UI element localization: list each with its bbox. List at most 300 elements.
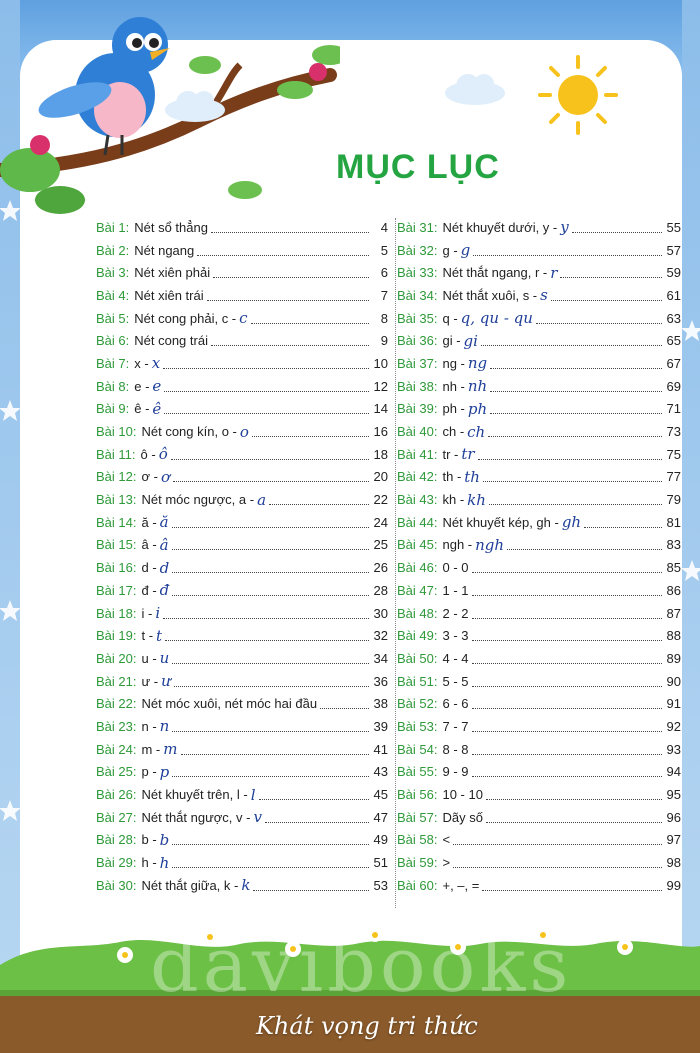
page-number: 38 xyxy=(373,696,388,712)
page-number: 89 xyxy=(666,650,681,666)
dot-leader xyxy=(536,313,662,324)
page-number: 47 xyxy=(373,809,388,825)
dot-leader xyxy=(572,222,662,233)
lesson-label: Bài 42: xyxy=(397,469,438,485)
lesson-title: Nét móc xuôi, nét móc hai đầu xyxy=(141,696,318,712)
lesson-label: Bài 8: xyxy=(96,378,130,394)
toc-entry xyxy=(397,284,681,307)
lesson-cursive: â xyxy=(159,535,169,554)
page-number: 95 xyxy=(666,787,681,803)
lesson-label: Bài 28: xyxy=(96,832,137,848)
page-number: 81 xyxy=(666,514,681,530)
lesson-title: 8 - 8 xyxy=(442,741,469,757)
page-number: 22 xyxy=(373,492,388,508)
toc-entry xyxy=(397,647,681,670)
lesson-cursive: ă xyxy=(159,513,169,532)
toc-entry xyxy=(96,624,388,647)
lesson-label: Bài 50: xyxy=(397,650,438,666)
page-number: 10 xyxy=(373,355,388,371)
lesson-title: Nét khuyết trên, l - xyxy=(141,787,248,803)
lesson-title: Nét xiên phải xyxy=(134,265,211,281)
watermark: davibooks xyxy=(150,920,573,1009)
dot-leader xyxy=(472,608,663,619)
lesson-cursive: gi xyxy=(463,331,478,350)
lesson-label: Bài 19: xyxy=(96,628,137,644)
lesson-label: Bài 55: xyxy=(397,764,438,780)
lesson-label: Bài 34: xyxy=(397,287,438,303)
dot-leader xyxy=(207,290,369,301)
lesson-label: Bài 14: xyxy=(96,514,137,530)
lesson-cursive: ph xyxy=(467,399,488,418)
toc-entry xyxy=(96,738,388,761)
dot-leader xyxy=(473,245,662,256)
page-number: 25 xyxy=(373,537,388,553)
dot-leader xyxy=(163,608,369,619)
page-number: 51 xyxy=(373,855,388,871)
page-number: 69 xyxy=(666,378,681,394)
lesson-title: đ - xyxy=(141,582,157,598)
page-number: 4 xyxy=(380,219,388,235)
lesson-label: Bài 22: xyxy=(96,696,137,712)
slogan: Khát vọng tri thức xyxy=(256,1012,478,1040)
toc-entry xyxy=(96,556,388,579)
toc-entry xyxy=(96,420,388,443)
lesson-label: Bài 9: xyxy=(96,401,130,417)
lesson-title: ă - xyxy=(141,514,157,530)
dot-leader xyxy=(478,449,662,460)
toc-entry xyxy=(397,261,681,284)
toc-entry xyxy=(96,284,388,307)
dot-leader xyxy=(472,562,663,573)
toc-entry xyxy=(96,829,388,852)
dot-leader xyxy=(472,744,663,755)
lesson-label: Bài 33: xyxy=(397,265,438,281)
toc-entry xyxy=(96,466,388,489)
lesson-label: Bài 25: xyxy=(96,764,137,780)
lesson-title: ô - xyxy=(140,446,156,462)
page-number: 49 xyxy=(373,832,388,848)
page-number: 20 xyxy=(373,469,388,485)
lesson-label: Bài 46: xyxy=(397,560,438,576)
lesson-cursive: r xyxy=(550,263,558,282)
page-number: 45 xyxy=(373,787,388,803)
lesson-label: Bài 59: xyxy=(397,855,438,871)
lesson-title: +, –, = xyxy=(442,877,480,893)
lesson-title: 2 - 2 xyxy=(442,605,469,621)
toc-entry xyxy=(397,398,681,421)
toc-entry xyxy=(96,352,388,375)
toc-entry xyxy=(96,715,388,738)
dot-leader xyxy=(507,539,662,550)
lesson-label: Bài 7: xyxy=(96,355,130,371)
page-number: 90 xyxy=(666,673,681,689)
lesson-title: p - xyxy=(141,764,157,780)
page-number: 85 xyxy=(666,560,681,576)
sun-icon xyxy=(538,55,618,135)
lesson-title: â - xyxy=(141,537,157,553)
page-number: 6 xyxy=(380,265,388,281)
lesson-label: Bài 57: xyxy=(397,809,438,825)
page-number: 91 xyxy=(666,696,681,712)
lesson-title: ng - xyxy=(442,355,465,371)
lesson-label: Bài 21: xyxy=(96,673,137,689)
lesson-label: Bài 24: xyxy=(96,741,137,757)
page-number: 97 xyxy=(666,832,681,848)
lesson-cursive: d xyxy=(159,558,170,577)
page-number: 83 xyxy=(666,537,681,553)
lesson-label: Bài 31: xyxy=(397,219,438,235)
lesson-cursive: a xyxy=(257,490,267,509)
lesson-cursive: k xyxy=(241,876,251,895)
toc-entry xyxy=(397,534,681,557)
lesson-title: Nét khuyết dưới, y - xyxy=(442,219,558,235)
page-number: 8 xyxy=(380,310,388,326)
lesson-title: e - xyxy=(134,378,150,394)
lesson-cursive: đ xyxy=(159,581,170,600)
lesson-title: 9 - 9 xyxy=(442,764,469,780)
lesson-label: Bài 48: xyxy=(397,605,438,621)
lesson-label: Bài 32: xyxy=(397,242,438,258)
lesson-title: 1 - 1 xyxy=(442,582,469,598)
toc-entry xyxy=(397,692,681,715)
lesson-title: Nét thắt giữa, k - xyxy=(141,877,239,893)
lesson-label: Bài 26: xyxy=(96,787,137,803)
lesson-label: Bài 45: xyxy=(397,537,438,553)
page-number: 57 xyxy=(666,242,681,258)
lesson-cursive: v xyxy=(253,808,262,827)
lesson-label: Bài 17: xyxy=(96,582,137,598)
page-number: 87 xyxy=(666,605,681,621)
lesson-cursive: ơ xyxy=(160,467,170,486)
lesson-label: Bài 5: xyxy=(96,310,130,326)
lesson-cursive: ô xyxy=(158,445,168,464)
lesson-cursive: x xyxy=(151,354,161,373)
dot-leader xyxy=(172,585,369,596)
toc-entry xyxy=(397,738,681,761)
dot-leader xyxy=(174,676,369,687)
lesson-title: i - xyxy=(141,605,153,621)
lesson-title: nh - xyxy=(442,378,465,394)
lesson-label: Bài 35: xyxy=(397,310,438,326)
dot-leader xyxy=(172,857,369,868)
page-number: 9 xyxy=(380,333,388,349)
dot-leader xyxy=(320,698,369,709)
toc-entry xyxy=(96,670,388,693)
lesson-label: Bài 20: xyxy=(96,650,137,666)
toc-entry xyxy=(96,534,388,557)
lesson-title: 4 - 4 xyxy=(442,650,469,666)
page-number: 86 xyxy=(666,582,681,598)
toc-entry xyxy=(96,261,388,284)
toc-entry xyxy=(397,829,681,852)
toc-entry xyxy=(397,352,681,375)
lesson-title: Nét xiên trái xyxy=(134,287,204,303)
lesson-title: 3 - 3 xyxy=(442,628,469,644)
lesson-label: Bài 23: xyxy=(96,718,137,734)
lesson-title: 7 - 7 xyxy=(442,718,469,734)
toc-entry xyxy=(397,602,681,625)
lesson-label: Bài 40: xyxy=(397,424,438,440)
page-number: 55 xyxy=(666,219,681,235)
lesson-label: Bài 56: xyxy=(397,787,438,803)
page-number: 30 xyxy=(373,605,388,621)
toc-right-column xyxy=(397,216,681,897)
page-number: 79 xyxy=(666,492,681,508)
lesson-label: Bài 18: xyxy=(96,605,137,621)
dot-leader xyxy=(489,494,662,505)
lesson-cursive: kh xyxy=(467,490,486,509)
lesson-cursive: b xyxy=(159,830,170,849)
lesson-label: Bài 29: xyxy=(96,855,137,871)
page-number: 53 xyxy=(373,877,388,893)
lesson-label: Bài 30: xyxy=(96,877,137,893)
lesson-title: h - xyxy=(141,855,157,871)
toc-entry xyxy=(397,307,681,330)
lesson-title: Dãy số xyxy=(442,809,483,825)
toc-entry xyxy=(397,443,681,466)
lesson-cursive: s xyxy=(540,286,548,305)
lesson-label: Bài 39: xyxy=(397,401,438,417)
toc-entry xyxy=(397,670,681,693)
lesson-title: th - xyxy=(442,469,462,485)
toc-entry xyxy=(96,488,388,511)
lesson-title: x - xyxy=(134,355,149,371)
lesson-title: Nét thắt ngang, r - xyxy=(442,265,548,281)
dot-leader xyxy=(163,358,369,369)
dot-leader xyxy=(551,290,662,301)
dot-leader xyxy=(164,381,369,392)
lesson-label: Bài 10: xyxy=(96,424,137,440)
toc-entry xyxy=(397,874,681,897)
page-number: 39 xyxy=(373,718,388,734)
page-number: 41 xyxy=(373,741,388,757)
column-divider xyxy=(395,218,396,908)
lesson-cursive: gh xyxy=(561,513,582,532)
page-number: 28 xyxy=(373,582,388,598)
lesson-title: tr - xyxy=(442,446,459,462)
page-number: 5 xyxy=(380,242,388,258)
lesson-cursive: o xyxy=(239,422,249,441)
lesson-title: 10 - 10 xyxy=(442,787,483,803)
dot-leader xyxy=(172,766,369,777)
lesson-label: Bài 58: xyxy=(397,832,438,848)
lesson-cursive: ng xyxy=(467,354,488,373)
dot-leader xyxy=(259,789,369,800)
lesson-cursive: t xyxy=(156,626,163,645)
lesson-title: q - xyxy=(442,310,458,326)
toc-entry xyxy=(397,806,681,829)
page-number: 75 xyxy=(666,446,681,462)
dot-leader xyxy=(472,653,663,664)
dot-leader xyxy=(482,880,662,891)
lesson-label: Bài 53: xyxy=(397,718,438,734)
lesson-label: Bài 52: xyxy=(397,696,438,712)
toc-entry xyxy=(397,375,681,398)
toc-entry xyxy=(96,511,388,534)
lesson-title: n - xyxy=(141,718,157,734)
toc-entry xyxy=(397,420,681,443)
lesson-title: ê - xyxy=(134,401,150,417)
lesson-title: > xyxy=(442,855,451,871)
page-number: 92 xyxy=(666,718,681,734)
dot-leader xyxy=(172,653,369,664)
lesson-title: ngh - xyxy=(442,537,473,553)
lesson-label: Bài 49: xyxy=(397,628,438,644)
star-icon xyxy=(682,300,700,800)
lesson-title: Nét móc ngược, a - xyxy=(141,492,255,508)
dot-leader xyxy=(584,517,662,528)
dot-leader xyxy=(197,245,369,256)
dot-leader xyxy=(453,857,662,868)
lesson-label: Bài 51: xyxy=(397,673,438,689)
page-number: 14 xyxy=(373,401,388,417)
dot-leader xyxy=(486,812,662,823)
toc-entry xyxy=(96,783,388,806)
page-number: 26 xyxy=(373,560,388,576)
dot-leader xyxy=(490,403,662,414)
toc-entry xyxy=(96,874,388,897)
page-number: 36 xyxy=(373,673,388,689)
lesson-cursive: c xyxy=(239,309,248,328)
toc-entry xyxy=(96,602,388,625)
page-number: 61 xyxy=(666,287,681,303)
lesson-label: Bài 47: xyxy=(397,582,438,598)
dot-leader xyxy=(265,812,369,823)
lesson-title: Nét cong phải, c - xyxy=(134,310,237,326)
toc-entry xyxy=(397,556,681,579)
page-number: 12 xyxy=(373,378,388,394)
lesson-cursive: ê xyxy=(152,399,162,418)
lesson-label: Bài 4: xyxy=(96,287,130,303)
page-number: 77 xyxy=(666,469,681,485)
page-title: MỤC LỤC xyxy=(336,148,500,186)
toc-entry xyxy=(96,851,388,874)
page-number: 18 xyxy=(373,446,388,462)
dot-leader xyxy=(472,766,663,777)
toc-entry xyxy=(397,511,681,534)
lesson-cursive: q, qu - qu xyxy=(460,309,533,328)
lesson-cursive: m xyxy=(163,740,178,759)
toc-left-column xyxy=(96,216,388,897)
page-number: 96 xyxy=(666,809,681,825)
page-number: 59 xyxy=(666,265,681,281)
lesson-label: Bài 44: xyxy=(397,514,438,530)
dot-leader xyxy=(472,585,663,596)
dot-leader xyxy=(253,880,369,891)
toc-entry xyxy=(397,216,681,239)
page-number: 93 xyxy=(666,741,681,757)
lesson-label: Bài 1: xyxy=(96,219,130,235)
lesson-label: Bài 37: xyxy=(397,355,438,371)
page-number: 88 xyxy=(666,628,681,644)
dot-leader xyxy=(472,676,663,687)
lesson-title: m - xyxy=(141,741,161,757)
toc-entry xyxy=(96,692,388,715)
page-number: 67 xyxy=(666,355,681,371)
toc-entry xyxy=(397,579,681,602)
dot-leader xyxy=(486,789,662,800)
dot-leader xyxy=(172,721,369,732)
lesson-label: Bài 15: xyxy=(96,537,137,553)
lesson-label: Bài 36: xyxy=(397,333,438,349)
dot-leader xyxy=(560,267,662,278)
lesson-title: ư - xyxy=(141,673,159,689)
dot-leader xyxy=(165,630,369,641)
lesson-title: b - xyxy=(141,832,157,848)
dot-leader xyxy=(172,834,369,845)
lesson-cursive: p xyxy=(159,762,170,781)
lesson-title: Nét cong trái xyxy=(134,333,208,349)
lesson-label: Bài 60: xyxy=(397,877,438,893)
lesson-label: Bài 6: xyxy=(96,333,130,349)
dot-leader xyxy=(453,834,662,845)
dot-leader xyxy=(211,335,369,346)
page-number: 99 xyxy=(666,877,681,893)
toc-entry xyxy=(96,216,388,239)
dot-leader xyxy=(483,471,662,482)
lesson-title: 5 - 5 xyxy=(442,673,469,689)
lesson-title: ph - xyxy=(442,401,465,417)
toc-entry xyxy=(397,851,681,874)
lesson-title: d - xyxy=(141,560,157,576)
lesson-cursive: ch xyxy=(467,422,486,441)
lesson-title: Nét thắt ngược, v - xyxy=(141,809,251,825)
page-number: 7 xyxy=(380,287,388,303)
dot-leader xyxy=(172,517,369,528)
lesson-title: 0 - 0 xyxy=(442,560,469,576)
lesson-label: Bài 54: xyxy=(397,741,438,757)
lesson-title: Nét thắt xuôi, s - xyxy=(442,287,538,303)
toc-entry xyxy=(96,806,388,829)
dot-leader xyxy=(172,562,369,573)
dot-leader xyxy=(252,426,369,437)
lesson-title: Nét cong kín, o - xyxy=(141,424,237,440)
dot-leader xyxy=(490,381,662,392)
page-number: 98 xyxy=(666,855,681,871)
lesson-title: ơ - xyxy=(141,469,158,485)
page-number: 71 xyxy=(666,401,681,417)
lesson-cursive: l xyxy=(250,785,256,804)
dot-leader xyxy=(211,222,369,233)
toc-entry xyxy=(96,647,388,670)
toc-entry xyxy=(96,398,388,421)
toc-entry xyxy=(397,761,681,784)
page-number: 24 xyxy=(373,514,388,530)
page-number: 34 xyxy=(373,650,388,666)
dot-leader xyxy=(251,313,369,324)
cloud-icon xyxy=(440,68,510,108)
lesson-label: Bài 43: xyxy=(397,492,438,508)
page-number: 16 xyxy=(373,424,388,440)
lesson-cursive: u xyxy=(159,649,170,668)
page-number: 32 xyxy=(373,628,388,644)
page-number: 73 xyxy=(666,424,681,440)
page-number: 63 xyxy=(666,310,681,326)
dot-leader xyxy=(171,449,369,460)
lesson-label: Bài 3: xyxy=(96,265,130,281)
toc-entry xyxy=(397,783,681,806)
star-icon xyxy=(0,180,22,940)
lesson-title: Nét khuyết kép, gh - xyxy=(442,514,559,530)
dot-leader xyxy=(472,630,663,641)
lesson-cursive: ngh xyxy=(475,535,505,554)
lesson-title: gi - xyxy=(442,333,461,349)
dot-leader xyxy=(164,403,369,414)
toc-entry xyxy=(397,715,681,738)
lesson-label: Bài 27: xyxy=(96,809,137,825)
lesson-label: Bài 38: xyxy=(397,378,438,394)
lesson-title: Nét ngang xyxy=(134,242,195,258)
